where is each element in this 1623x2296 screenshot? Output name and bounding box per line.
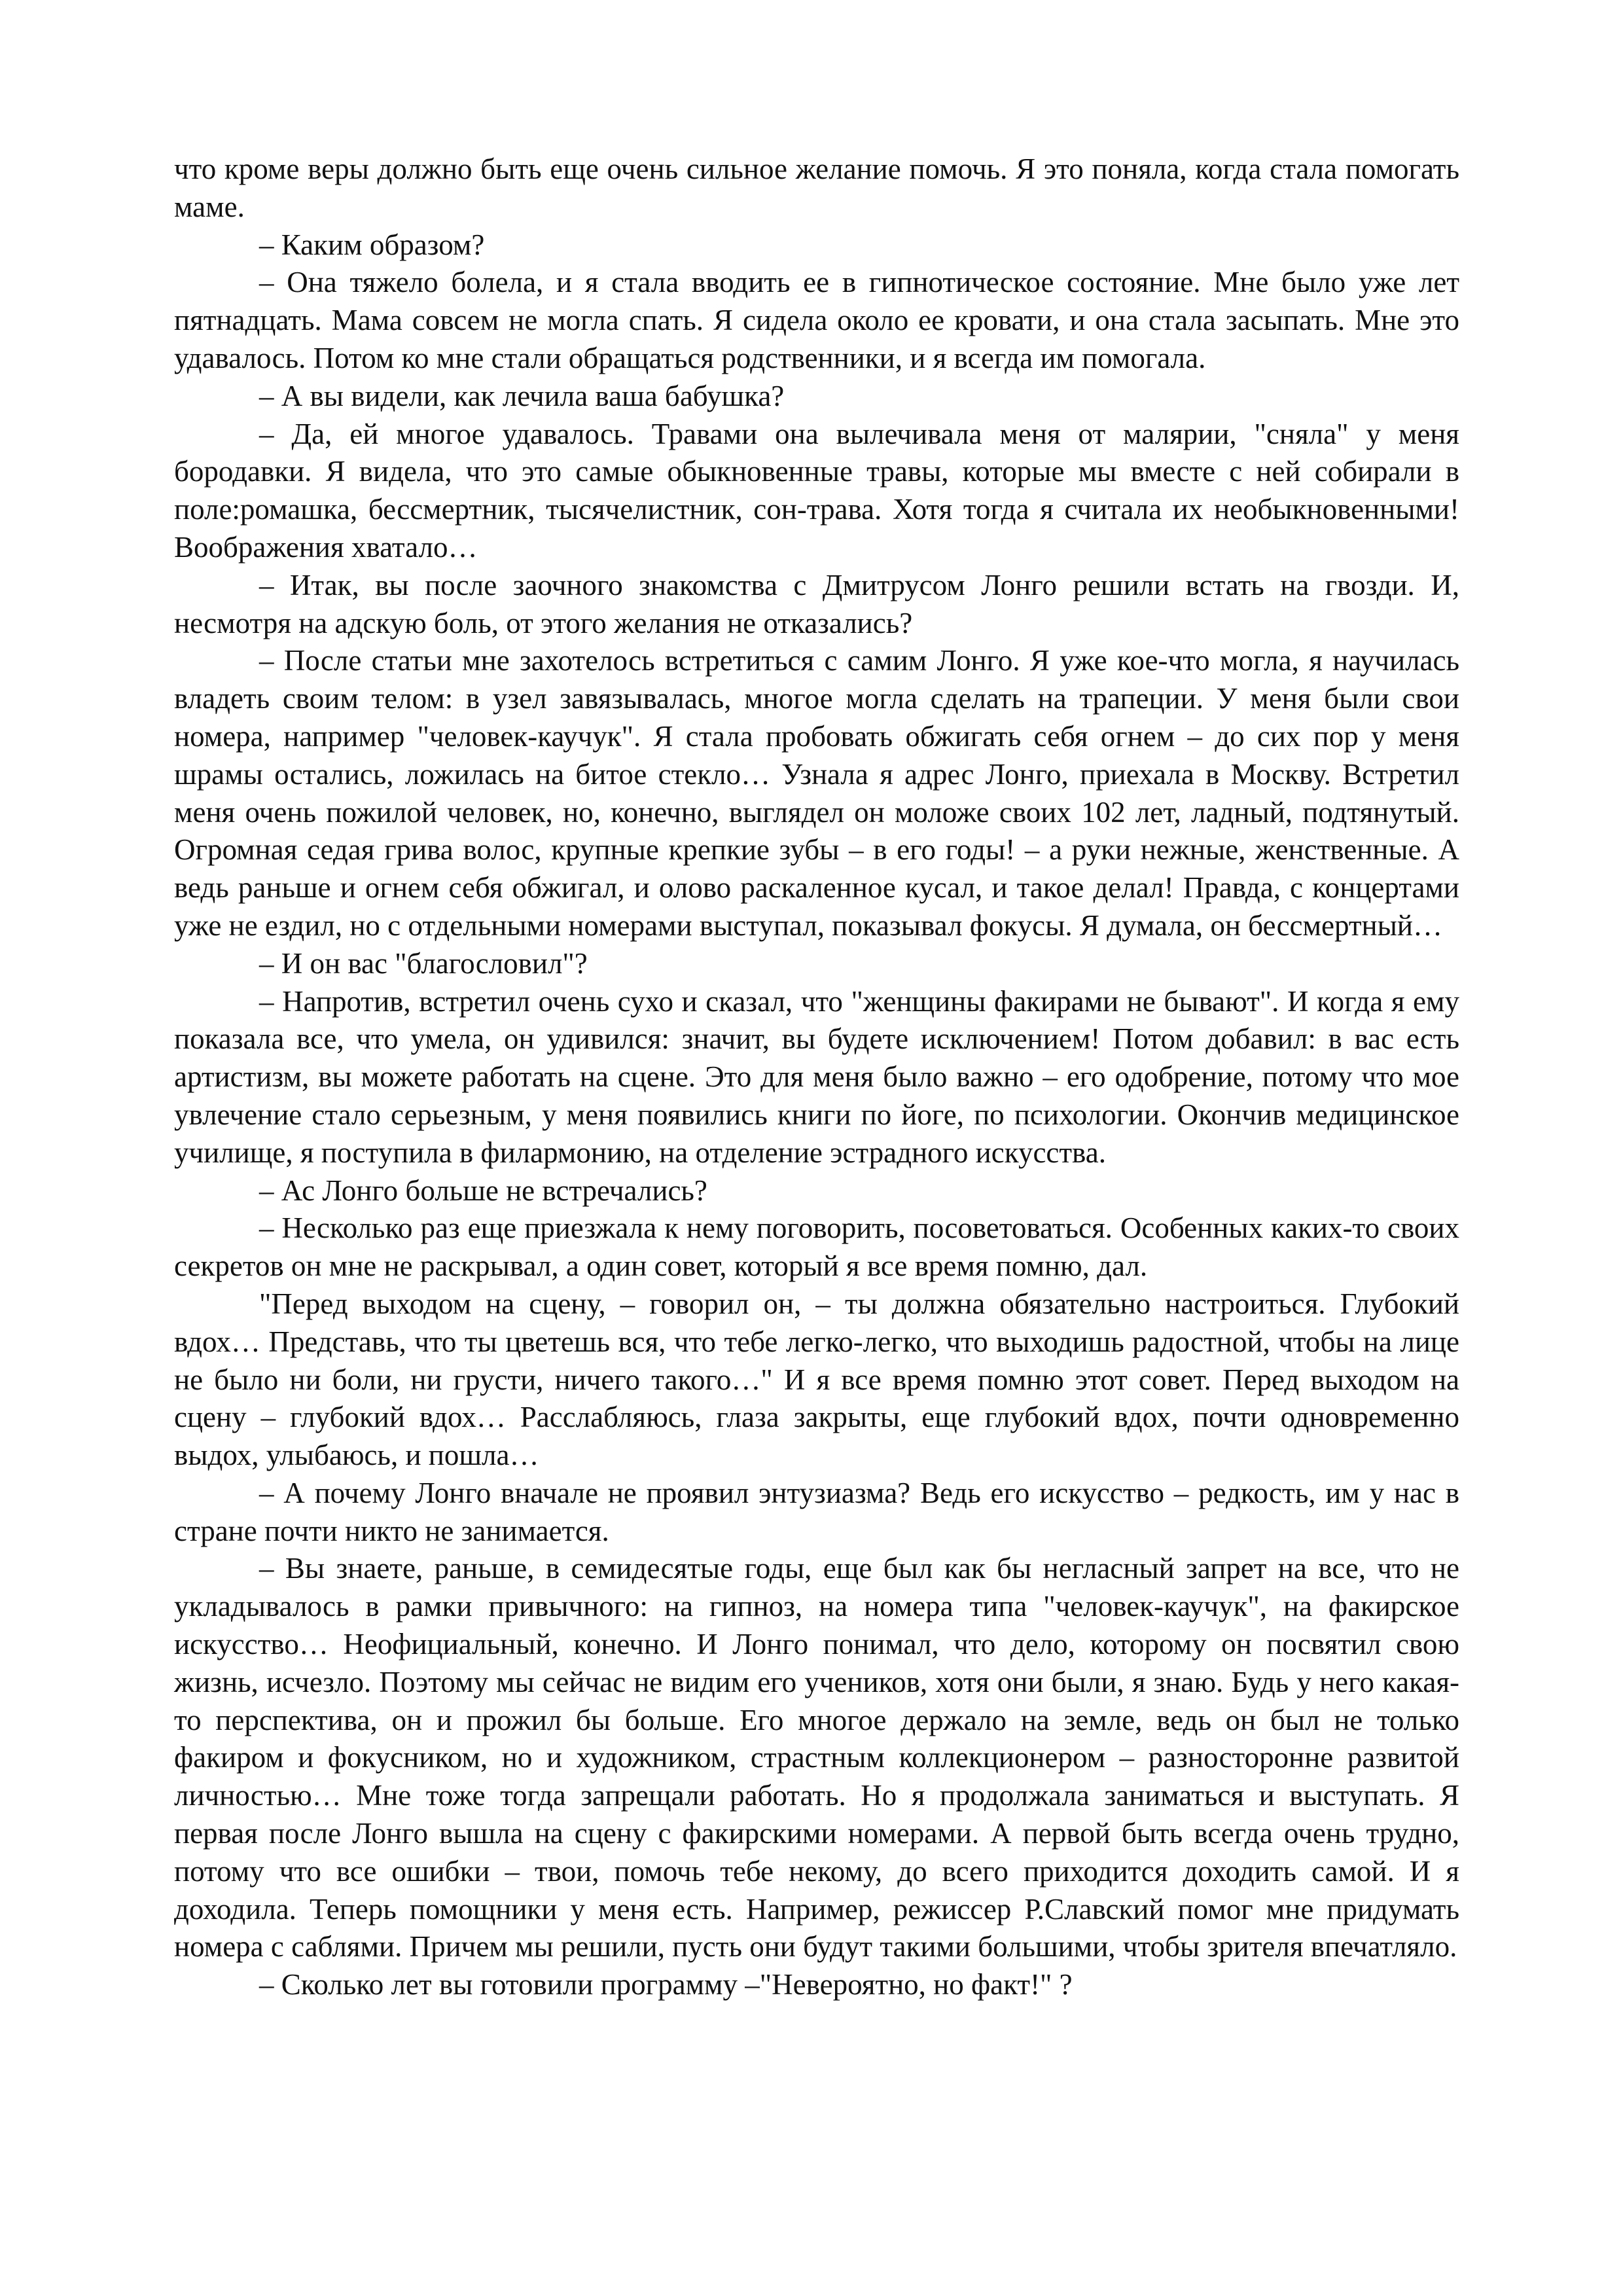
paragraph-10: – Ас Лонго больше не встречались?	[259, 1174, 707, 1207]
paragraph-4: – А вы видели, как лечила ваша бабушка?	[259, 379, 785, 412]
paragraph-8: – И он вас "благословил"?	[259, 946, 588, 980]
paragraph-9: – Напротив, встретил очень сухо и сказал, что "женщины факирами не бывают". И когда я ему показала все, что умела, он удивился: значит, вы будете исключением! Потом добавил: в вас есть артистизм, вы можете работать на сцене. Это для меня было важно – его одобрение, потому что мое увлечение стало серьезным, у меня появились книги по йоге, по психологии. Окончив медицинское училище, я поступила в филармонию, на отделение эстрадного искусства.	[174, 984, 1459, 1169]
paragraph-13: – А почему Лонго вначале не проявил энтузиазма? Ведь его искусство – редкость, им у нас в стране почти никто не занимается.	[174, 1476, 1459, 1547]
paragraph-12: "Перед выходом на сцену, – говорил он, – ты должна обязательно настроиться. Глубокий вдох… Представь, что ты цветешь вся, что тебе легко-легко, что выходишь радостной, чтобы на лице не было ни боли, ни грусти, ничего такого…" И я все время помню этот совет. Перед выходом на сцену – глубокий вдох… Расслабляюсь, глаза закрыты, еще глубокий вдох, почти одновременно выдох, улыбаюсь, и пошла…	[174, 1287, 1459, 1472]
paragraph-14: – Вы знаете, раньше, в семидесятые годы, еще был как бы негласный запрет на все, что не укладывалось в рамки привычного: на гипноз, на номера типа "человек-каучук", на факирское искусство… Неофициальный, конечно. И Лонго понимал, что дело, которому он посвятил свою жизнь, исчезло. Поэтому мы сейчас не видим его учеников, хотя они были, я знаю. Будь у него какая-то перспектива, он и прожил бы больше. Его многое держало на земле, ведь он был не только факиром и фокусником, но и художником, страстным коллекционером – разносторонне развитой личностью… Мне тоже тогда запрещали работать. Но я продолжала заниматься и выступать. Я первая после Лонго вышла на сцену с факирскими номерами. А первой быть всегда очень трудно, потому что все ошибки – твои, помочь тебе некому, до всего приходится доходить самой. И я доходила. Теперь помощники у меня есть. Например, режиссер Р.Славский помог мне придумать номера с саблями. Причем мы решили, пусть они будут такими большими, чтобы зрителя впечатляло.	[174, 1552, 1459, 1964]
paragraph-7: – После статьи мне захотелось встретиться с самим Лонго. Я уже кое-что могла, я научилась владеть своим телом: в узел завязывалась, многое могла сделать на трапеции. У меня были свои номера, например "человек-каучук". Я стала пробовать обжигать себя огнем – до сих пор у меня шрамы остались, ложилась на битое стекло… Узнала я адрес Лонго, приехала в Москву. Встретил меня очень пожилой человек, но, конечно, выглядел он моложе своих 102 лет, ладный, подтянутый. Огромная седая грива волос, крупные крепкие зубы – в его годы! – а руки нежные, женственные. А ведь раньше и огнем себя обжигал, и олово раскаленное кусал, и такое делал! Правда, с концертами уже не ездил, но с отдельными номерами выступал, показывал фокусы. Я думала, он бессмертный…	[174, 644, 1459, 942]
paragraph-15: – Сколько лет вы готовили программу –"Невероятно, но факт!" ?	[259, 1968, 1073, 2001]
paragraph-5: – Да, ей многое удавалось. Травами она вылечивала меня от малярии, "сняла" у меня бородавки. Я видела, что это самые обыкновенные травы, которые мы вместе с ней собирали в поле:ромашка, бессмертник, тысячелистник, сон-трава. Хотя тогда я считала их необыкновенными! Воображения хватало…	[174, 417, 1459, 564]
paragraph-1: что кроме веры должно быть еще очень сильное желание помочь. Я это поняла, когда стала помогать маме.	[174, 152, 1459, 223]
paragraph-11: – Несколько раз еще приезжала к нему поговорить, посоветоваться. Особенных каких-то своих секретов он мне не раскрывал, а один совет, который я все время помню, дал.	[174, 1211, 1459, 1283]
paragraph-2: – Каким образом?	[259, 228, 485, 261]
paragraph-3: – Она тяжело болела, и я стала вводить ее в гипнотическое состояние. Мне было уже лет пятнадцать. Мама совсем не могла спать. Я сидела около ее кровати, и она стала засыпать. Мне это удавалось. Потом ко мне стали обращаться родственники, и я всегда им помогала.	[174, 266, 1459, 374]
paragraph-6: – Итак, вы после заочного знакомства с Дмитрусом Лонго решили встать на гвозди. И, несмотря на адскую боль, от этого желания не отказались?	[174, 568, 1459, 639]
document-page	[174, 151, 1459, 2004]
